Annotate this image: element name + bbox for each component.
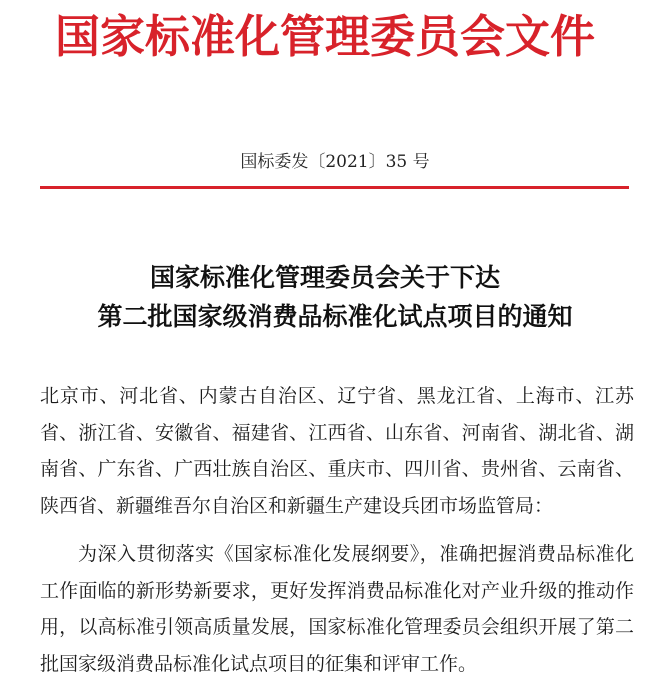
notice-title-line-1: 国家标准化管理委员会关于下达 <box>149 263 500 292</box>
notice-title-line-2: 第二批国家级消费品标准化试点项目的通知 <box>97 302 573 331</box>
red-divider-line <box>40 186 629 189</box>
document-number: 国标委发〔2021〕35 号 <box>240 152 430 172</box>
addressee-list: 北京市、河北省、内蒙古自治区、辽宁省、黑龙江省、上海市、江苏省、浙江省、安徽省、福建省、江西省、山东省、河南省、湖北省、湖南省、广东省、广西壮族自治区、重庆市、四川省、贵州省、云南省、陕西省、新疆维吾尔自治区和新疆生产建设兵团市场监管局： <box>40 385 634 517</box>
notice-title <box>0 258 650 336</box>
issuing-authority-header: 国家标准化管理委员会文件 <box>54 10 595 63</box>
body-paragraph: 为深入贯彻落实《国家标准化发展纲要》，准确把握消费品标准化工作面临的新形势新要求，更好发挥消费品标准化对产业升级的推动作用，以高标准引领高质量发展，国家标准化管理委员会组织开展了第二批国家级消费品标准化试点项目的征集和评审工作。 <box>40 543 634 675</box>
